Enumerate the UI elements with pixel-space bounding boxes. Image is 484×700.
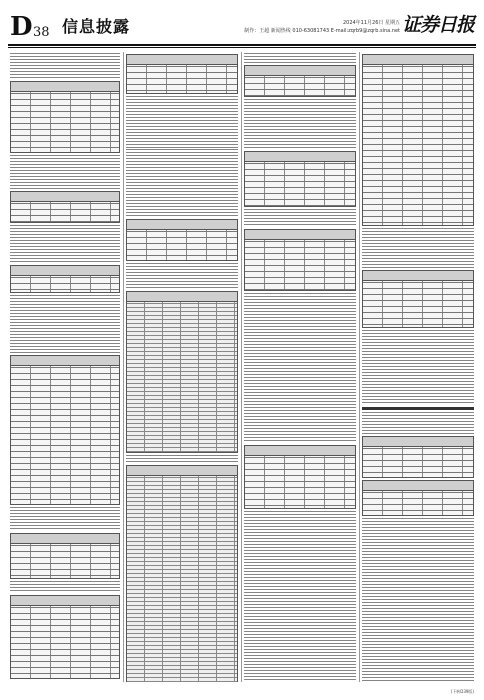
column-divider — [359, 52, 360, 682]
data-table — [10, 265, 120, 293]
data-table — [362, 270, 474, 328]
header-rule-thick — [8, 44, 476, 46]
body-text-block — [362, 228, 474, 268]
body-text-block — [10, 53, 120, 79]
data-table — [362, 480, 474, 516]
continued-tag: (下转D39版) — [450, 689, 474, 694]
body-text-block — [126, 263, 238, 289]
body-text-block — [362, 412, 474, 434]
page-letter: D — [10, 12, 33, 42]
masthead — [0, 0, 484, 42]
data-table — [10, 191, 120, 223]
body-text-block — [362, 518, 474, 682]
section-title: 信息披露 — [62, 17, 131, 36]
subheading-rule — [362, 407, 474, 410]
data-table — [126, 219, 238, 261]
column-1 — [10, 52, 120, 682]
data-table — [244, 65, 356, 97]
data-table — [362, 436, 474, 478]
body-text-block — [244, 511, 356, 681]
data-table — [244, 151, 356, 207]
data-table — [362, 54, 474, 226]
header-rule-thin — [8, 47, 476, 48]
body-text-block — [10, 581, 120, 593]
body-text-block — [126, 96, 238, 148]
dense-data-table — [126, 465, 238, 682]
data-table — [10, 81, 120, 153]
body-text-block — [126, 149, 238, 217]
column-divider — [241, 52, 242, 682]
body-text-block — [126, 455, 238, 463]
data-table — [10, 595, 120, 679]
column-3 — [244, 52, 356, 682]
body-text-block — [10, 507, 120, 531]
body-text-block — [10, 295, 120, 353]
column-2 — [126, 52, 238, 682]
newspaper-logo: 证券日报 — [401, 14, 474, 36]
page-number: 38 — [33, 25, 50, 40]
body-text-block — [244, 293, 356, 443]
data-table — [126, 54, 238, 94]
body-text-block — [244, 99, 356, 149]
dense-data-table — [126, 291, 238, 453]
data-table — [244, 229, 356, 291]
body-text-block — [10, 225, 120, 263]
body-text-block — [362, 330, 474, 404]
data-table — [10, 355, 120, 505]
column-4 — [362, 52, 474, 682]
editor-contact-line: 制作：王超 新闻热线 010-63081743 E-mail:zqrb9@zqrb.sina.net — [244, 28, 400, 34]
body-text-block — [10, 155, 120, 189]
data-table — [10, 533, 120, 579]
body-text-block — [244, 209, 356, 227]
issue-date: 2024年11月26日 星期五 — [342, 20, 400, 26]
body-text-block — [244, 53, 356, 63]
data-table — [244, 445, 356, 509]
column-divider — [123, 52, 124, 682]
